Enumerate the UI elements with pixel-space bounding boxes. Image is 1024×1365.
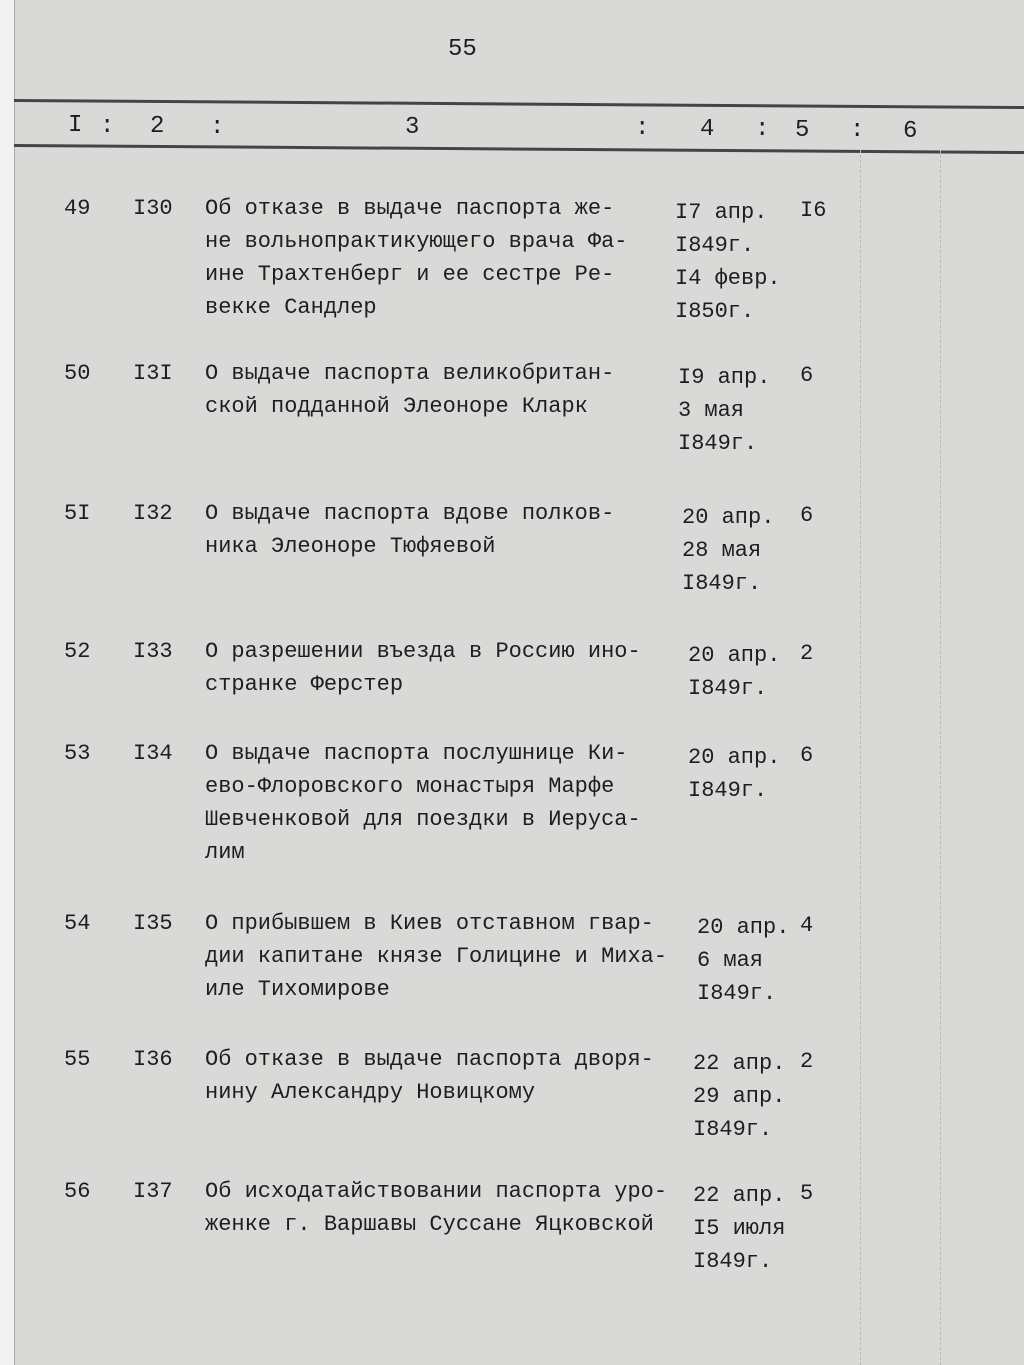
date-line: I849г. (697, 981, 777, 1006)
file-number: I32 (133, 501, 173, 526)
file-number: I3I (133, 361, 173, 386)
header-column-3: 3 (405, 114, 420, 142)
page-count: 6 (800, 363, 814, 388)
description-line: иле Тихомирове (205, 977, 390, 1002)
description-line: ской подданной Элеоноре Кларк (205, 394, 588, 419)
file-number: I37 (133, 1179, 173, 1204)
page-count: 2 (800, 1049, 814, 1074)
row-number: 49 (64, 196, 91, 221)
date-line: I849г. (693, 1249, 773, 1274)
row-number: 53 (64, 741, 91, 766)
date-line: I4 февр. (675, 266, 781, 291)
description-line: Об отказе в выдаче паспорта же- (205, 196, 615, 221)
description-line: векке Сандлер (205, 295, 377, 320)
header-column-5: 5 (795, 116, 810, 144)
description-line: дии капитане князе Голицине и Миха- (205, 944, 668, 969)
description-line: О выдаче паспорта послушнице Ки- (205, 741, 628, 766)
row-number: 52 (64, 639, 91, 664)
page-count: 5 (800, 1181, 814, 1206)
date-line: I849г. (678, 431, 758, 456)
date-line: 22 апр. (693, 1051, 786, 1076)
date-line: 28 мая (682, 538, 762, 563)
description-line: ника Элеоноре Тюфяевой (205, 534, 496, 559)
page-count: 6 (800, 503, 814, 528)
date-line: I849г. (675, 233, 755, 258)
header-separator: : (755, 116, 770, 144)
date-line: I850г. (675, 299, 755, 324)
description-line: ине Трахтенберг и ее сестре Ре- (205, 262, 615, 287)
header-bottom-rule (14, 144, 1024, 154)
date-line: 22 апр. (693, 1183, 786, 1208)
description-line: О выдаче паспорта великобритан- (205, 361, 615, 386)
column-separator (860, 150, 862, 1365)
page-binding-edge (0, 0, 15, 1365)
date-line: 20 апр. (682, 505, 775, 530)
page-count: 4 (800, 913, 814, 938)
date-line: I7 апр. (675, 200, 768, 225)
header-column-4: 4 (700, 115, 715, 143)
file-number: I30 (133, 196, 173, 221)
header-column-I: I (68, 112, 83, 139)
row-number: 5I (64, 501, 91, 526)
description-line: О выдаче паспорта вдове полков- (205, 501, 615, 526)
row-number: 56 (64, 1179, 91, 1204)
description-line: лим (205, 840, 245, 865)
description-line: Шевченковой для поездки в Иеруса- (205, 807, 641, 832)
file-number: I33 (133, 639, 173, 664)
header-separator: : (850, 117, 865, 145)
header-separator: : (210, 113, 225, 141)
date-line: I849г. (688, 778, 768, 803)
date-line: 20 апр. (688, 643, 781, 668)
page-count: I6 (800, 198, 827, 223)
date-line: 20 апр. (688, 745, 781, 770)
date-line: 3 мая (678, 398, 745, 423)
description-line: женке г. Варшавы Суссане Яцковской (205, 1212, 654, 1237)
date-line: 29 апр. (693, 1084, 786, 1109)
date-line: I849г. (688, 676, 768, 701)
header-column-6: 6 (903, 118, 918, 145)
description-line: нину Александру Новицкому (205, 1080, 536, 1105)
file-number: I35 (133, 911, 173, 936)
file-number: I36 (133, 1047, 173, 1072)
date-line: I849г. (693, 1117, 773, 1142)
row-number: 50 (64, 361, 91, 386)
file-number: I34 (133, 741, 173, 766)
description-line: Об отказе в выдаче паспорта дворя- (205, 1047, 654, 1072)
page-count: 6 (800, 743, 814, 768)
description-line: О разрешении въезда в Россию ино- (205, 639, 641, 664)
description-line: Об исходатайствовании паспорта уро- (205, 1179, 668, 1204)
date-line: I9 апр. (678, 365, 771, 390)
header-separator: : (635, 115, 650, 142)
description-line: О прибывшем в Киев отставном гвар- (205, 911, 654, 936)
header-separator: : (100, 112, 115, 140)
description-line: ево-Флоровского монастыря Марфе (205, 774, 615, 799)
row-number: 55 (64, 1047, 91, 1072)
header-top-rule (14, 99, 1024, 109)
page-number: 55 (448, 36, 477, 63)
column-separator (940, 150, 942, 1365)
date-line: 20 апр. (697, 915, 790, 940)
description-line: странке Ферстер (205, 672, 404, 697)
description-line: не вольнопрактикующего врача Фа- (205, 229, 628, 254)
row-number: 54 (64, 911, 91, 936)
date-line: I849г. (682, 571, 762, 596)
date-line: 6 мая (697, 948, 764, 973)
page-count: 2 (800, 641, 814, 666)
date-line: I5 июля (693, 1216, 786, 1241)
header-column-2: 2 (150, 113, 165, 141)
